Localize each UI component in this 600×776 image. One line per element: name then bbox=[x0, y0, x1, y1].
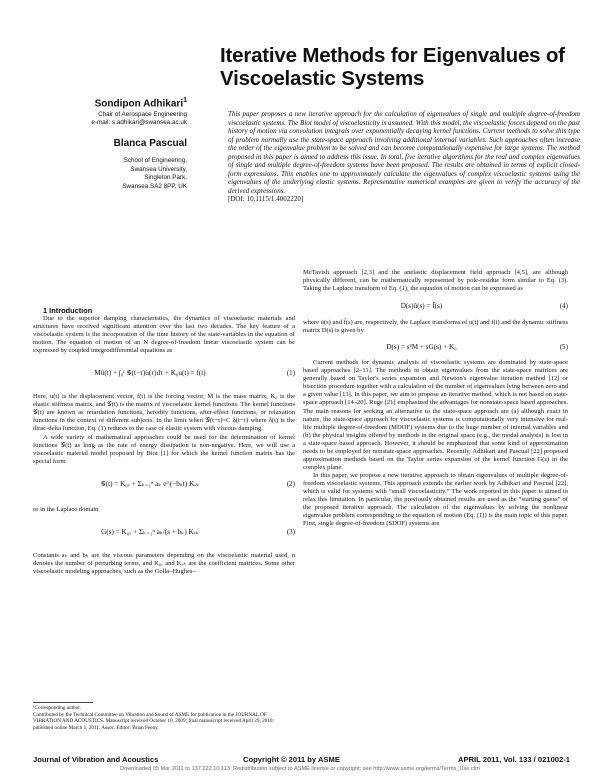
author-name: Blanca Pascual bbox=[113, 138, 187, 149]
equation: D(s)ū(s) = f̄(s) (4) bbox=[400, 302, 568, 311]
footnote: Contributed by the Technical Committee on Vibration and Sound of ASME for publication in the JOURNAL OF VIBRATION AND ACOUSTICS. Manuscript received October 10, 2009; final manuscript received April 29, 2010; published online March 1, 2011. Assoc. Editor: Brian Feeny. bbox=[33, 711, 274, 732]
paragraph: A wide variety of mathematical approaches could be used for the determination of kernel functions 𝒢(t) as long as the rate of energy dissipation is non-negative. Here, we will use a viscoelastic material model proposed by Biot [1] for which the kernel function matrix has the special form bbox=[33, 433, 295, 465]
footnote-divider bbox=[33, 702, 93, 703]
footer-issue: APRIL 2011, Vol. 133 / 021002-1 bbox=[457, 755, 570, 764]
footnotes bbox=[33, 705, 295, 732]
equation: 𝒢(t) = K₀ᵥ + Σₖ₌₁ⁿ aₖ e^(−bₖt) Kᵥₖ (2) bbox=[100, 479, 295, 488]
paragraph: McTavish approach [2,3] and the anelastic displacement field approach [4,5], are although physically different, can be mathematically represented by pole-residue form similar to Eq. (3). Taking the Laplace transform of Eq. (1), the equation of motion can be expressed as bbox=[303, 269, 568, 293]
paragraph: Due to the superior damping characteristics, the dynamics of viscoelastic materials and structures have received significant attention over the last two decades. The key feature of a viscoelastic system is the incorporation of the time history of the state-variables in the equation of motion. The equation of motion of an N degree-of-freedom linear viscoelastic system can be expressed by coupled integrodifferential equations as bbox=[33, 315, 295, 355]
author-affiliation: Chair of Aerospace Engineering e-mail: s.adhikari@swansea.ac.uk bbox=[91, 111, 187, 126]
equation: D(s) = s²M + sG(s) + K₀ (5) bbox=[386, 343, 568, 352]
column-left bbox=[33, 307, 295, 576]
paragraph: In this paper, we propose a new iterative approach to obtain eigenvalues of multiple degree-of-freedom viscoelastic systems. This approach extends the earlier work by Adhikari and Pascual [22], which is valid for systems with “small viscoelasticity.” The work reported in this paper is aimed to relax this limitation. In particular, the previously obtained results are used as the “starting guess” of the proposed iterative approach. The calculation of the eigenvalues by solving the nonlinear eigenvalue problem corresponding to the equation of motion (Eq. (1)) is the main topic of this paper. First, single degree-of-freedom (SDOF) systems are bbox=[303, 471, 568, 528]
author-affiliation: School of Engineering, Swansea University, Singleton Park, Swansea SA2 8PP, UK bbox=[122, 157, 187, 190]
equation: Mü(t) + ∫₀ᵗ 𝒢(t−τ)u̇(τ)dτ + K₀u(t) = f(t) (1) bbox=[94, 369, 295, 378]
footer-copyright: Copyright © 2011 by ASME bbox=[243, 755, 340, 764]
paragraph: where ū(s) and f̄(s) are, respectively, the Laplace transforms of u(t) and f(t) and the dynamic stiffness matrix D(s) is given by bbox=[303, 319, 568, 335]
equation: G(s) = K₀ᵥ + Σₖ₌₁ⁿ aₖ/(s + bₖ) Kᵥₖ (3) bbox=[101, 527, 295, 536]
author-name: Sondipon Adhikari$^1$ bbox=[94, 97, 187, 110]
paragraph: Here, u(t) is the displacement vector, f(t) is the forcing vector, M is the mass matrix, K₀ is the elastic stiffness matrix, and 𝒢(t) is the matrix of viscoelastic kernel functions. The kernel functions 𝒢(t) are known as retardation functions, heredity functions, after-effect functions, or relaxation functions in the context of different subjects. In the limit when 𝒢(t−τ)=C δ(t−τ) where δ(t) is the dirac-delta function, Eq. (1) reduces to the case of elastic system with viscous damping. bbox=[33, 393, 295, 433]
section-heading: 1 Introduction bbox=[43, 306, 93, 315]
paragraph: Current methods for dynamic analysis of viscoelastic systems are dominated by state-space based approaches [2–11]. The methods to obtain eigenvalues from the state-space matrices are generally based on Taylor's series expansion and Newton's eigenvalue iteration method [12] or bisection procedure together with a calculation of the number of eigenvalues lying between zero and a given value [13]. In this paper, we aim to propose an iterative method, which is not based on state-space approach [14–20]. Ruge [21] emphasized the advantages for nonstate-space based approaches. The main reasons for seeking an alternative to the state-space approach are (a) although exact in nature, the state-space approach for viscoelastic systems is computationally very intensive for real-life multiple degree-of-freedom (MDOF) systems due to the huge number of internal variables and (b) the physical insights offered by methods in the original space (e.g., the modal analysis) is lost in a state-space based approach. However, it should be emphasized that some kind of approximation needs to be employed for nonstate-space approaches. Recently, Adhikari and Pascual [22] proposed approximation methods based on the Taylor series expansion of the kernel function G(s) in the complex plane. bbox=[303, 359, 568, 471]
footer-journal: Journal of Vibration and Acoustics bbox=[33, 755, 159, 764]
doi: [DOI: 10.1115/1.4002220] bbox=[228, 195, 304, 204]
paragraph: Constants aₖ and bₖ are the viscous parameters depending on the viscoelastic material used, n denotes the number of perturbing terms, and K₀ᵥ and Kᵥₖ are the coefficient matrices. Some other viscoelastic modeling approaches, such as the Golla–Hughes– bbox=[33, 551, 295, 575]
paragraph: or in the Laplace domain bbox=[33, 505, 99, 513]
paper-title: Iterative Methods for Eigenvalues of Viscoelastic Systems bbox=[220, 44, 565, 90]
footnote: ¹Corresponding author. bbox=[33, 705, 81, 711]
column-right bbox=[303, 269, 568, 528]
download-notice: Downloaded 05 Mar 2011 to 137.222.10.113. Redistribution subject to ASME license or copyright; see http://www.asme.org/terms/Terms_Use.cfm bbox=[120, 766, 480, 772]
abstract: This paper proposes a new iterative approach for the calculation of eigenvalues of single and multiple degree-of-freedom viscoelastic systems. The Biot model of viscoelasticity is assumed. With this model, the viscoelastic forces depend on the past history of motion via convolution integrals over exponentially decaying kernel functions. Current methods to solve this type of problem normally use the state-space approach involving additional internal variables. Such approaches often increase the order of the eigenvalue problem to be solved and can become computationally expensive for large systems. The method proposed in this paper is aimed to address this issue. In total, five iterative algorithms for the real and complex eigenvalues of single and multiple degree-of-freedom systems have been proposed. The results are obtained in terms of explicit closed-form expressions. This enables one to approximately calculate the eigenvalues of complex viscoelastic systems using the eigenvalues of the underlying elastic systems. Representative numerical examples are given to verify the accuracy of the derived expressions. [DOI: 10.1115/1.4002220] bbox=[228, 110, 580, 204]
